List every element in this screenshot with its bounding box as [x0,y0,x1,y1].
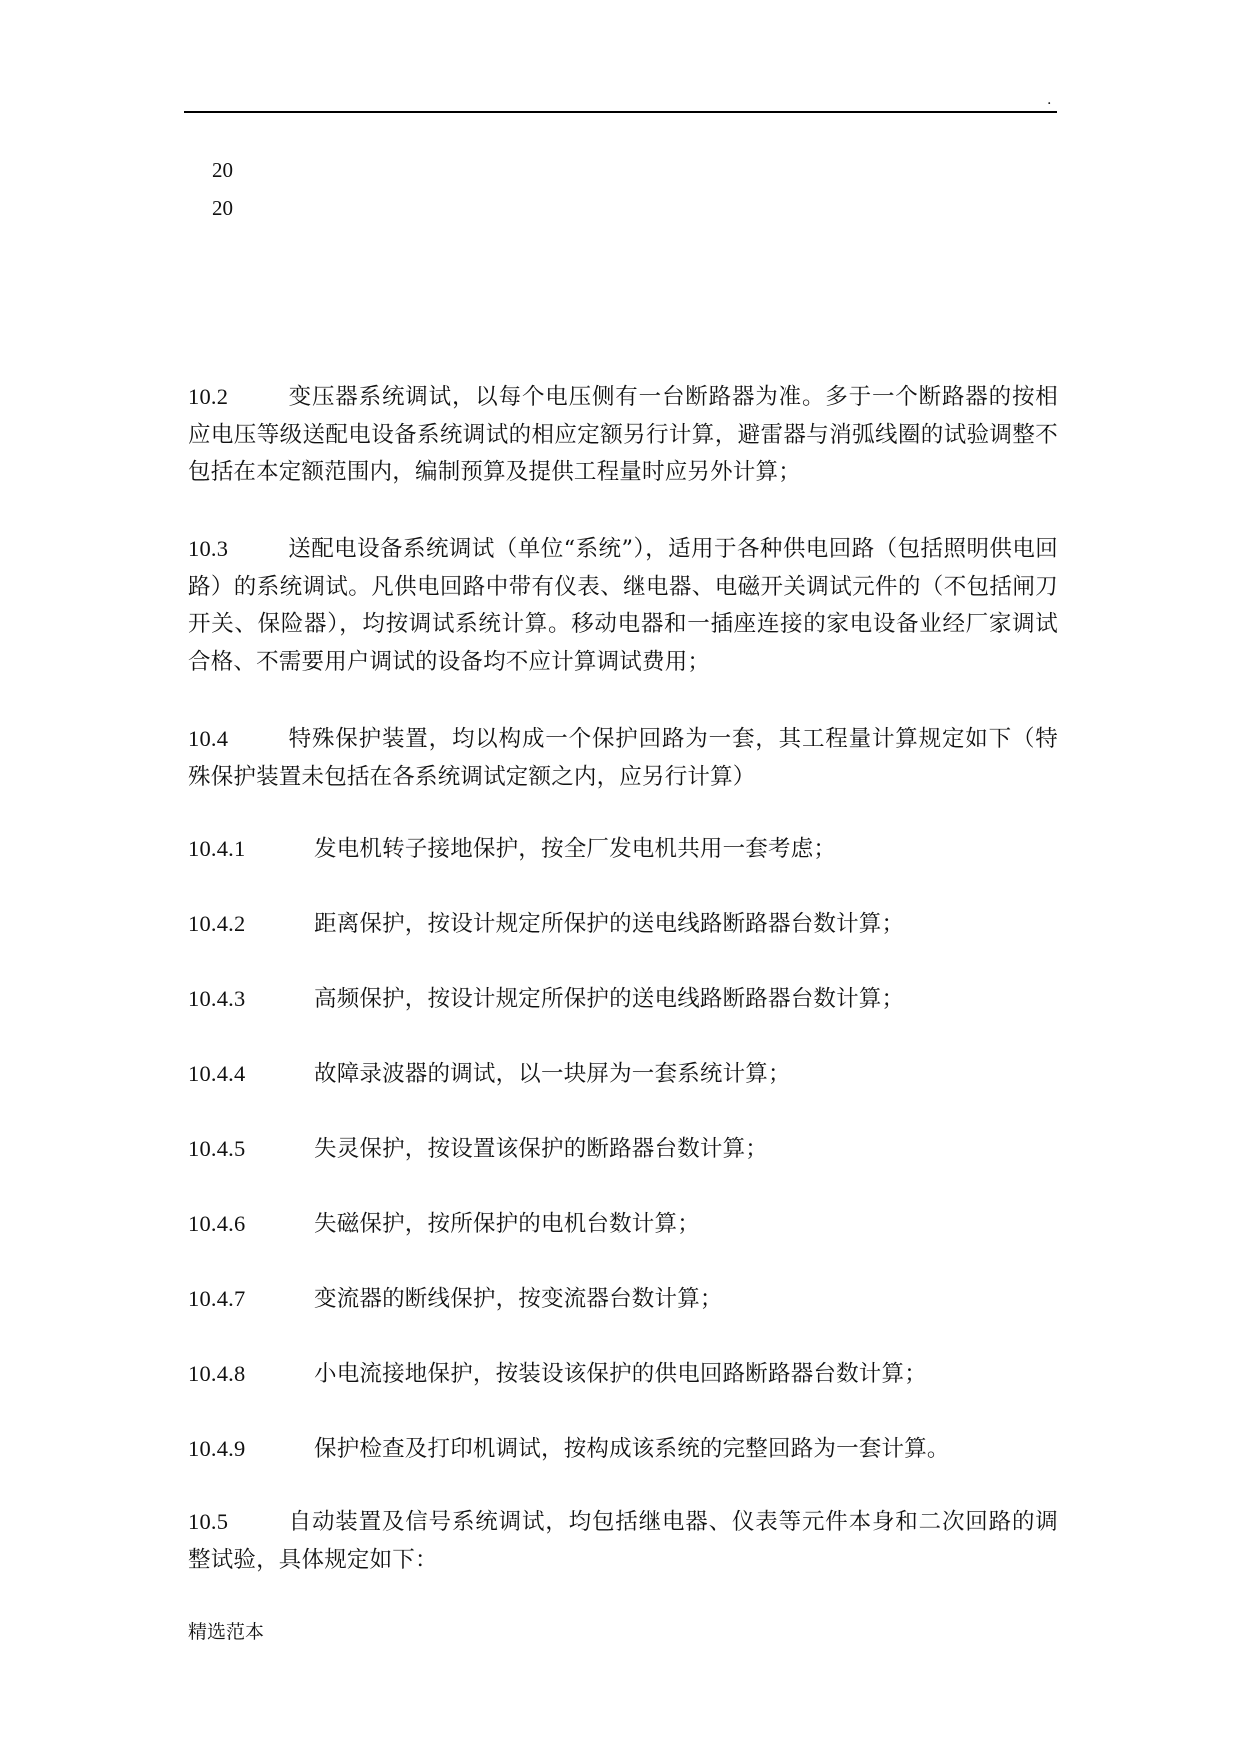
paragraph-10-4-1 [188,830,1058,869]
top-number: 20 [212,196,233,220]
clause-text: 高频保护，按设计规定所保护的送电线路断路器台数计算； [314,986,905,1012]
paragraph-10-4-2 [188,905,1058,944]
clause-number: 10.3 [188,536,229,561]
paragraph-10-5 [188,1503,1058,1579]
clause-text: 送配电设备系统调试（单位“系统”），适用于各种供电回路（包括照明供电回路）的系统调试。凡供电回路中带有仪表、继电器、电磁开关调试元件的（不包括闸刀开关、保险器），均按调试系统计算。移动电器和一插座连接的家电设备业经厂家调试合格、不需要用户调试的设备均不应计算调试费用； [188,536,1058,675]
clause-text: 失灵保护，按设置该保护的断路器台数计算； [314,1136,769,1162]
clause-number: 10.4.8 [188,1361,246,1386]
clause-number: 10.4.9 [188,1436,246,1461]
clause-number: 10.4.1 [188,836,246,861]
paragraph-10-4-9 [188,1430,1058,1469]
paragraph-10-4-3 [188,980,1058,1019]
clause-text: 保护检查及打印机调试，按构成该系统的完整回路为一套计算。 [314,1436,950,1462]
top-number: 20 [212,158,233,182]
clause-number: 10.4.6 [188,1211,246,1236]
paragraph-10-3 [188,530,1058,681]
footer-text: 精选范本 [188,1621,265,1643]
clause-text: 变流器的断线保护，按变流器台数计算； [314,1286,723,1312]
paragraph-10-4-7 [188,1280,1058,1319]
header-rule [184,111,1057,113]
clause-number: 10.2 [188,384,229,409]
clause-text: 故障录波器的调试，以一块屏为一套系统计算； [314,1061,791,1087]
paragraph-10-4-4 [188,1055,1058,1094]
paragraph-10-4-8 [188,1355,1058,1394]
clause-number: 10.5 [188,1509,229,1534]
clause-number: 10.4.2 [188,911,246,936]
clause-number: 10.4.3 [188,986,246,1011]
clause-number: 10.4.5 [188,1136,246,1161]
paragraph-10-4-5 [188,1130,1058,1169]
clause-text: 距离保护，按设计规定所保护的送电线路断路器台数计算； [314,911,905,937]
clause-number: 10.4 [188,726,229,751]
clause-text: 小电流接地保护，按装设该保护的供电回路断路器台数计算； [314,1361,927,1387]
paragraph-10-2 [188,378,1058,492]
clause-text: 自动装置及信号系统调试，均包括继电器、仪表等元件本身和二次回路的调整试验，具体规定如下： [188,1509,1058,1573]
header-mark: . [1047,92,1052,108]
clause-text: 发电机转子接地保护，按全厂发电机共用一套考虑； [314,836,837,862]
clause-text: 特殊保护装置，均以构成一个保护回路为一套，其工程量计算规定如下（特殊保护装置未包括在各系统调试定额之内，应另行计算） [188,726,1058,790]
paragraph-10-4 [188,720,1058,796]
paragraph-10-4-6 [188,1205,1058,1244]
clause-text: 失磁保护，按所保护的电机台数计算； [314,1211,700,1237]
clause-text: 变压器系统调试，以每个电压侧有一台断路器为准。多于一个断路器的按相应电压等级送配电设备系统调试的相应定额另行计算，避雷器与消弧线圈的试验调整不包括在本定额范围内，编制预算及提供工程量时应另外计算； [188,384,1058,485]
clause-number: 10.4.4 [188,1061,246,1086]
clause-number: 10.4.7 [188,1286,246,1311]
